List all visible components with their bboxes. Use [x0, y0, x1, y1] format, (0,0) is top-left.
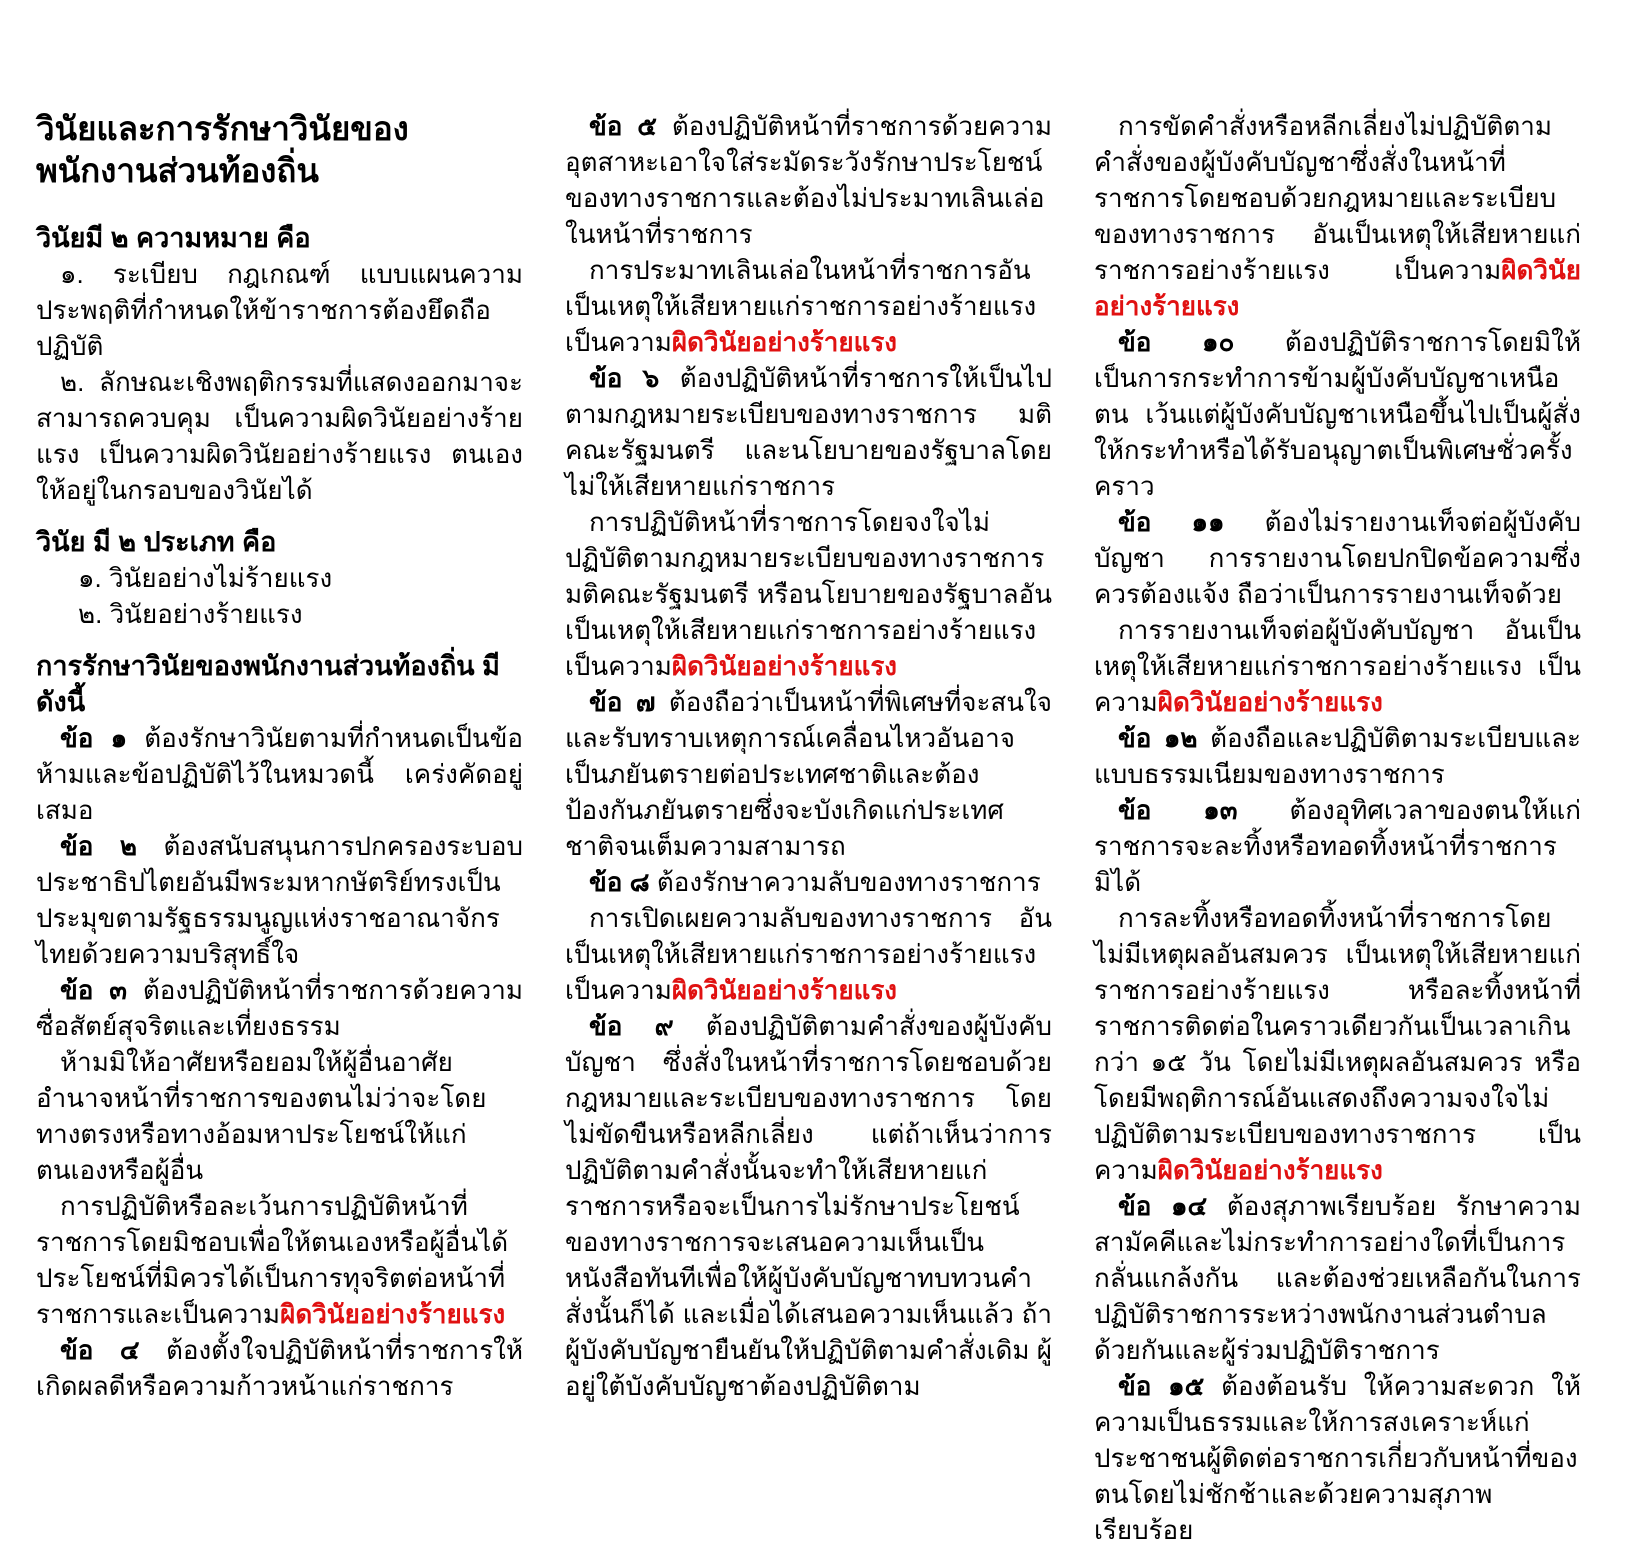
text-run: ข้อ ๓: [60, 975, 127, 1005]
severe-violation-emphasis: ผิดวินัยอย่างร้ายแรง: [1094, 255, 1581, 321]
text-run: วินัย มี ๒ ประเภท คือ: [36, 527, 277, 557]
text-run: ต้องปฏิบัติหน้าที่ราชการด้วยความซื่อสัตย์สุจริตและเที่ยงธรรม: [36, 975, 523, 1041]
section-heading: [36, 648, 523, 720]
severe-violation-emphasis: ผิดวินัยอย่างร้ายแรง: [671, 975, 897, 1005]
paragraph: [36, 972, 523, 1044]
paragraph: [1094, 792, 1581, 900]
text-run: ๒. ลักษณะเชิงพฤติกรรมที่แสดงออกมาจะสามารถควบคุม เป็นความผิดวินัยอย่างร้ายแรง เป็นความผิดวินัยอย่างร้ายแรง ตนเองให้อยู่ในกรอบของวินัยได้: [36, 367, 523, 505]
text-run: ข้อ ๑๑: [1118, 507, 1225, 537]
severe-violation-emphasis: ผิดวินัยอย่างร้ายแรง: [1157, 1155, 1383, 1185]
columns-container: [36, 108, 1586, 1548]
paragraph: [565, 900, 1052, 1008]
paragraph: [36, 256, 523, 364]
paragraph: [565, 864, 1052, 900]
text-run: ต้องถือและปฏิบัติตามระเบียบและแบบธรรมเนียมของทางราชการ: [1094, 723, 1581, 789]
text-run: ข้อ ๒: [60, 831, 137, 861]
text-run: ๒. วินัยอย่างร้ายแรง: [78, 599, 303, 629]
paragraph: [1094, 900, 1581, 1188]
paragraph: [565, 252, 1052, 360]
document-title: [36, 108, 523, 192]
severe-violation-emphasis: ผิดวินัยอย่างร้ายแรง: [280, 1299, 506, 1329]
text-run: ต้องรักษาความลับของทางราชการ: [649, 867, 1041, 897]
text-run: การขัดคำสั่งหรือหลีกเลี่ยงไม่ปฏิบัติตามคำสั่งของผู้บังคับบัญชาซึ่งสั่งในหน้าที่ราชการโดยชอบด้วยกฎหมายและระเบียบของทางราชการ อันเป็นเหตุให้เสียหายแก่ราชการอย่างร้ายแรง เป็นความ: [1094, 111, 1581, 285]
text-run: วินัยมี ๒ ความหมาย คือ: [36, 223, 311, 253]
text-run: ข้อ ๙: [589, 1011, 674, 1041]
severe-violation-emphasis: ผิดวินัยอย่างร้ายแรง: [671, 327, 897, 357]
text-run: การรักษาวินัยของพนักงานส่วนท้องถิ่น มีดังนี้: [36, 651, 500, 717]
column-1: [36, 108, 523, 1404]
text-run: ข้อ ๔: [60, 1335, 140, 1365]
text-run: ข้อ ๑๒: [1118, 723, 1198, 753]
list-item: [36, 596, 523, 632]
text-run: ต้องสุภาพเรียบร้อย รักษาความสามัคคีและไม่กระทำการอย่างใดที่เป็นการกลั่นแกล้งกัน และต้องช่วยเหลือกันในการปฏิบัติราชการระหว่างพนักงานส่วนตำบลด้วยกันและผู้ร่วมปฏิบัติราชการ: [1094, 1191, 1582, 1365]
text-run: ข้อ ๑: [60, 723, 128, 753]
paragraph: [1094, 504, 1581, 612]
text-run: ต้องรักษาวินัยตามที่กำหนดเป็นข้อห้ามและข้อปฏิบัติไว้ในหมวดนี้ เคร่งคัดอยู่เสมอ: [36, 723, 523, 825]
column-3: [1094, 108, 1581, 1548]
text-run: ต้องถือว่าเป็นหน้าที่พิเศษที่จะสนใจและรับทราบเหตุการณ์เคลื่อนไหวอันอาจเป็นภยันตรายต่อประเทศชาติและต้องป้องกันภยันตรายซึ่งจะบังเกิดแก่ประเทศชาติจนเต็มความสามารถ: [565, 687, 1052, 861]
text-run: ต้องปฏิบัติราชการโดยมิให้เป็นการกระทำการข้ามผู้บังคับบัญชาเหนือตน เว้นแต่ผู้บังคับบัญชาเหนือขึ้นไปเป็นผู้สั่งให้กระทำหรือได้รับอนุญาตเป็นพิเศษชั่วครั้งคราว: [1094, 327, 1581, 501]
text-run: ห้ามมิให้อาศัยหรือยอมให้ผู้อื่นอาศัยอำนาจหน้าที่ราชการของตนไม่ว่าจะโดยทางตรงหรือทางอ้อมหาประโยชน์ให้แก่ตนเองหรือผู้อื่น: [36, 1047, 487, 1185]
text-run: ข้อ ๑๓: [1118, 795, 1238, 825]
list-item: [36, 560, 523, 596]
paragraph: [36, 1044, 523, 1188]
paragraph: [36, 720, 523, 828]
text-run: ข้อ ๖: [589, 363, 660, 393]
paragraph: [36, 1188, 523, 1332]
column-2: [565, 108, 1052, 1404]
text-run: การรายงานเท็จต่อผู้บังคับบัญชา อันเป็นเหตุให้เสียหายแก่ราชการอย่างร้ายแรง เป็นความ: [1094, 615, 1581, 717]
text-run: ข้อ ๑๕: [1118, 1371, 1205, 1401]
paragraph: [565, 684, 1052, 864]
paragraph: [565, 1008, 1052, 1404]
text-run: การเปิดเผยความลับของทางราชการ อันเป็นเหตุให้เสียหายแก่ราชการอย่างร้ายแรง เป็นความ: [565, 903, 1052, 1005]
text-run: การปฏิบัติหน้าที่ราชการโดยจงใจไม่ปฏิบัติตามกฎหมายระเบียบของทางราชการ มติคณะรัฐมนตรี หรือนโยบายของรัฐบาลอันเป็นเหตุให้เสียหายแก่ราชการอย่างร้ายแรง เป็นความ: [565, 507, 1052, 681]
text-run: การปฏิบัติหรือละเว้นการปฏิบัติหน้าที่ราชการโดยมิชอบเพื่อให้ตนเองหรือผู้อื่นได้ประโยชน์ที่มิควรได้เป็นการทุจริตต่อหน้าที่ราชการและเป็นความ: [36, 1191, 509, 1329]
text-run: ข้อ ๑๔: [1118, 1191, 1208, 1221]
paragraph: [565, 108, 1052, 252]
severe-violation-emphasis: ผิดวินัยอย่างร้ายแรง: [671, 651, 897, 681]
text-run: ต้องปฏิบัติหน้าที่ราชการให้เป็นไปตามกฎหมายระเบียบของทางราชการ มติคณะรัฐมนตรี และนโยบายของรัฐบาลโดยไม่ให้เสียหายแก่ราชการ: [565, 363, 1052, 501]
paragraph: [1094, 1188, 1581, 1368]
paragraph: [36, 364, 523, 508]
paragraph: [36, 1332, 523, 1404]
text-run: วินัยและการรักษาวินัยของพนักงานส่วนท้องถิ่น: [36, 110, 409, 189]
text-run: การประมาทเลินเล่อในหน้าที่ราชการอันเป็นเหตุให้เสียหายแก่ราชการอย่างร้ายแรง เป็นความ: [565, 255, 1037, 357]
paragraph: [36, 828, 523, 972]
paragraph: [1094, 612, 1581, 720]
text-run: ต้องไม่รายงานเท็จต่อผู้บังคับบัญชา การรายงานโดยปกปิดข้อความซึ่งควรต้องแจ้ง ถือว่าเป็นการรายงานเท็จด้วย: [1094, 507, 1581, 609]
paragraph: [1094, 1368, 1581, 1548]
paragraph: [565, 504, 1052, 684]
text-run: ๑. ระเบียบ กฎเกณฑ์ แบบแผนความประพฤติที่กำหนดให้ข้าราชการต้องยึดถือปฏิบัติ: [36, 259, 523, 361]
text-run: ๑. วินัยอย่างไม่ร้ายแรง: [78, 563, 333, 593]
section-heading: [36, 220, 523, 256]
text-run: ต้องปฏิบัติหน้าที่ราชการด้วยความอุตสาหะเอาใจใส่ระมัดระวังรักษาประโยชน์ของทางราชการและต้องไม่ประมาทเลินเล่อในหน้าที่ราชการ: [565, 111, 1052, 249]
text-run: ต้องสนับสนุนการปกครองระบอบประชาธิปไตยอันมีพระมหากษัตริย์ทรงเป็นประมุขตามรัฐธรรมนูญแห่งราชอาณาจักรไทยด้วยความบริสุทธิ์ใจ: [36, 831, 523, 969]
paragraph: [565, 360, 1052, 504]
text-run: ต้องปฏิบัติตามคำสั่งของผู้บังคับบัญชา ซึ่งสั่งในหน้าที่ราชการโดยชอบด้วยกฎหมายและระเบียบของทางราชการ โดยไม่ขัดขืนหรือหลีกเลี่ยง แต่ถ้าเห็นว่าการปฏิบัติตามคำสั่งนั้นจะทำให้เสียหายแก่ราชการหรือจะเป็นการไม่รักษาประโยชน์ของทางราชการจะเสนอความเห็นเป็นหนังสือทันทีเพื่อให้ผู้บังคับบัญชาทบทวนคำสั่งนั้นก็ได้ และเมื่อได้เสนอความเห็นแล้ว ถ้าผู้บังคับบัญชายืนยันให้ปฏิบัติตามคำสั่งเดิม ผู้อยู่ใต้บังคับบัญชาต้องปฏิบัติตาม: [565, 1011, 1052, 1401]
text-run: ข้อ ๑๐: [1118, 327, 1235, 357]
text-run: ต้องอุทิศเวลาของตนให้แก่ราชการจะละทิ้งหรือทอดทิ้งหน้าที่ราชการมิได้: [1094, 795, 1581, 897]
paragraph: [1094, 108, 1581, 324]
text-run: ข้อ ๕: [589, 111, 657, 141]
text-run: การละทิ้งหรือทอดทิ้งหน้าที่ราชการโดยไม่มีเหตุผลอันสมควร เป็นเหตุให้เสียหายแก่ราชการอย่างร้ายแรง หรือละทิ้งหน้าที่ราชการติดต่อในคราวเดียวกันเป็นเวลาเกินกว่า ๑๕ วัน โดยไม่มีเหตุผลอันสมควร หรือโดยมีพฤติการณ์อันแสดงถึงความจงใจไม่ปฏิบัติตามระเบียบของทางราชการ เป็นความ: [1094, 903, 1581, 1185]
severe-violation-emphasis: ผิดวินัยอย่างร้ายแรง: [1157, 687, 1383, 717]
paragraph: [1094, 720, 1581, 792]
text-run: ต้องตั้งใจปฏิบัติหน้าที่ราชการให้เกิดผลดีหรือความก้าวหน้าแก่ราชการ: [36, 1335, 524, 1401]
text-run: ต้องต้อนรับ ให้ความสะดวก ให้ความเป็นธรรมและให้การสงเคราะห์แก่ประชาชนผู้ติดต่อราชการเกี่ยวกับหน้าที่ของตนโดยไม่ชักช้าและด้วยความสุภาพเรียบร้อย: [1094, 1371, 1581, 1545]
text-run: ข้อ ๗: [589, 687, 656, 717]
section-heading: [36, 524, 523, 560]
paragraph: [1094, 324, 1581, 504]
text-run: ข้อ ๘: [589, 867, 650, 897]
